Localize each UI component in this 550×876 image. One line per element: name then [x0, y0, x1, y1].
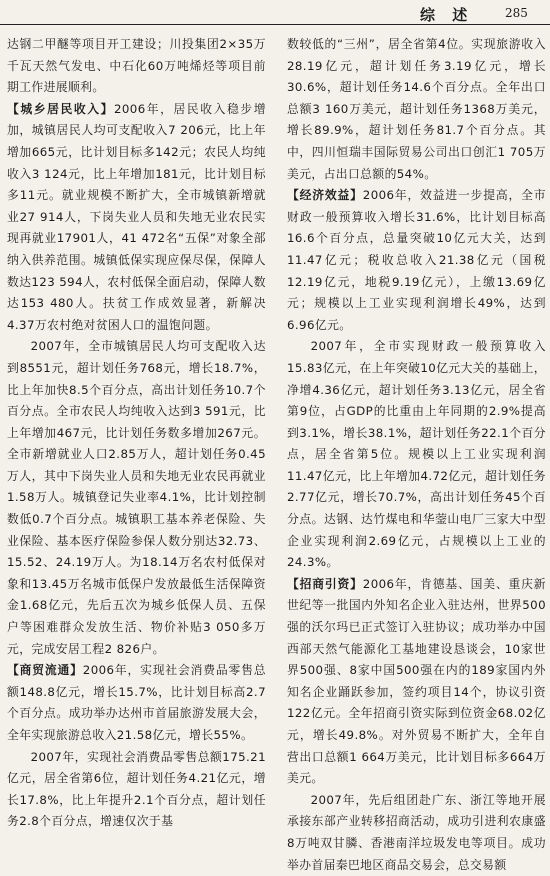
section-heading: 【招商引资】 — [287, 576, 363, 591]
paragraph-text: 2006年，居民收入稳步增加，城镇居民人均可支配收入7 206元，比上年增加665元，比计划目标多142元；农民人均纯收入3 124元，比上年增加181元，比计划目标多11元。就业规模不断扩大，全市城镇新增就业27 914人，下岗失业人员和失地无业农民实现再就业17901人，41 472名“五保”对象全部纳入供养范围。城镇低保实现应保尽保，保障人数达123 594人，农村低保全面启动，保障人数达153 480人。扶贫工作成效显著，新解决4.37万农村绝对贫困人口的温饱问题。 — [7, 101, 266, 332]
paragraph-text: 2007年，全市实现财政一般预算收入15.83亿元，在上年突破10亿元大关的基础上，净增4.36亿元，超计划任务3.13亿元，居全省第9位，占GDP的比重由上年同期的2.9%提高到3.1%，增长38.1%，超计划任务22.1个百分点，居全省第5位。规模以上工业实现利润11.47亿元，比上年增加4.72亿元，超计划任务2.77亿元，增长70.7%，高出计划任务45个百分点。达钢、达竹煤电和华蓥山电厂三家大中型企业实现利润2.69亿元，占规模以上工业的24.3%。 — [287, 339, 546, 570]
page-number: 285 — [505, 6, 528, 20]
paragraph-text: 2006年，肯德基、国美、重庆新世纪等一批国内外知名企业入驻达州，世界500强的沃尔玛已正式签订入驻协议；成功举办中国西部天然气能源化工基地建设恳谈会，10家世界500强、8家中国500强在内的189家国内外知名企业踊跃参加，签约项目14个，协议引资122亿元。全年招商引资实际到位资金68.02亿元，增长49.8%。对外贸易不断扩大，全年自营出口总额1 664万美元，比计划目标多664万美元。 — [287, 576, 546, 786]
section-heading: 【商贸流通】 — [7, 663, 83, 678]
paragraph-p3 — [7, 336, 266, 660]
section-heading: 【城乡居民收入】 — [7, 101, 114, 116]
paragraph-text: 数较低的“三州”，居全省第4位。实现旅游收入28.19亿元，超计划任务3.19亿元，增长30.6%，超计划任务14.6个百分点。全年出口总额3 160万美元，超计划任务1368万美元，增长89.9%，超计划任务81.7个百分点。其中，四川恒瑞丰国际贸易公司出口创汇1 705万美元，占出口总额的54%。 — [287, 37, 546, 181]
paragraph-text: 达钢二甲醚等项目开工建设；川投集团2×35万千瓦天然气发电、中石化60万吨烯烃等项目前期工作进展顺利。 — [7, 37, 266, 95]
paragraph-text: 2006年，效益进一步提高，全市财政一般预算收入增长31.6%，比计划目标高16.6个百分点，总量突破10亿元大关，达到11.47亿元；税收总收入21.38亿元（国税12.19亿元，地税9.19亿元），上缴13.69亿元；规模以上工业实现利润增长49%，达到6.96亿元。 — [287, 188, 546, 332]
paragraph-p7 — [287, 185, 546, 336]
section-heading: 【经济效益】 — [287, 188, 363, 203]
paragraph-text: 2007年，先后组团赴广东、浙江等地开展承接东部产业转移招商活动，成功引进利农康盛8万吨双甘膦、香港南洋垃圾发电等项目。成功举办首届秦巴地区商品交易会，总交易额 — [287, 792, 546, 872]
page-header — [0, 0, 550, 26]
paragraph-p9 — [287, 574, 546, 790]
paragraph-p1 — [7, 34, 266, 99]
paragraph-text: 2007年，全市城镇居民人均可支配收入达到8551元，超计划任务768元，增长18.7%，比上年加快8.5个百分点，高出计划任务10.7个百分点。全市农民人均纯收入达到3 591元，比上年增加467元，比计划任务数多增加267元。全市新增就业人口2.85万人，超计划任务0.45万人，其中下岗失业人员和失地无业农民再就业1.58万人。城镇登记失业率4.1%，比计划控制数低0.7个百分点。城镇职工基本养老保险、失业保险、基本医疗保险参保人数分别达32.73、15.52、24.19万人。为18.14万名农村低保对象和13.45万名城市低保户发放最低生活保障资金1.68亿元，先后五次为城乡低保人员、五保户等困难群众发放生活、物价补贴3 050多万元，完成安居工程2 826户。 — [7, 339, 266, 656]
paragraph-p4 — [7, 660, 266, 746]
paragraph-text: 2006年，实现社会消费品零售总额148.8亿元，增长15.7%，比计划目标高2.7个百分点。成功举办达州市首届旅游发展大会，全年实现旅游总收入21.58亿元，增长55%。 — [7, 663, 266, 742]
paragraph-p6 — [287, 34, 546, 185]
header-rule — [0, 24, 550, 25]
paragraph-p2 — [7, 99, 266, 337]
right-column — [287, 34, 546, 872]
section-title: 综 述 — [420, 6, 474, 24]
paragraph-p5 — [7, 747, 266, 833]
paragraph-p10 — [287, 790, 546, 876]
paragraph-text: 2007年，实现社会消费品零售总额175.21亿元，居全省第6位，超计划任务4.21亿元，增长17.8%，比上年提升2.1个百分点，超计划任务2.8个百分点，增速仅次于基 — [7, 749, 266, 829]
paragraph-p8 — [287, 336, 546, 574]
left-column — [7, 34, 266, 831]
